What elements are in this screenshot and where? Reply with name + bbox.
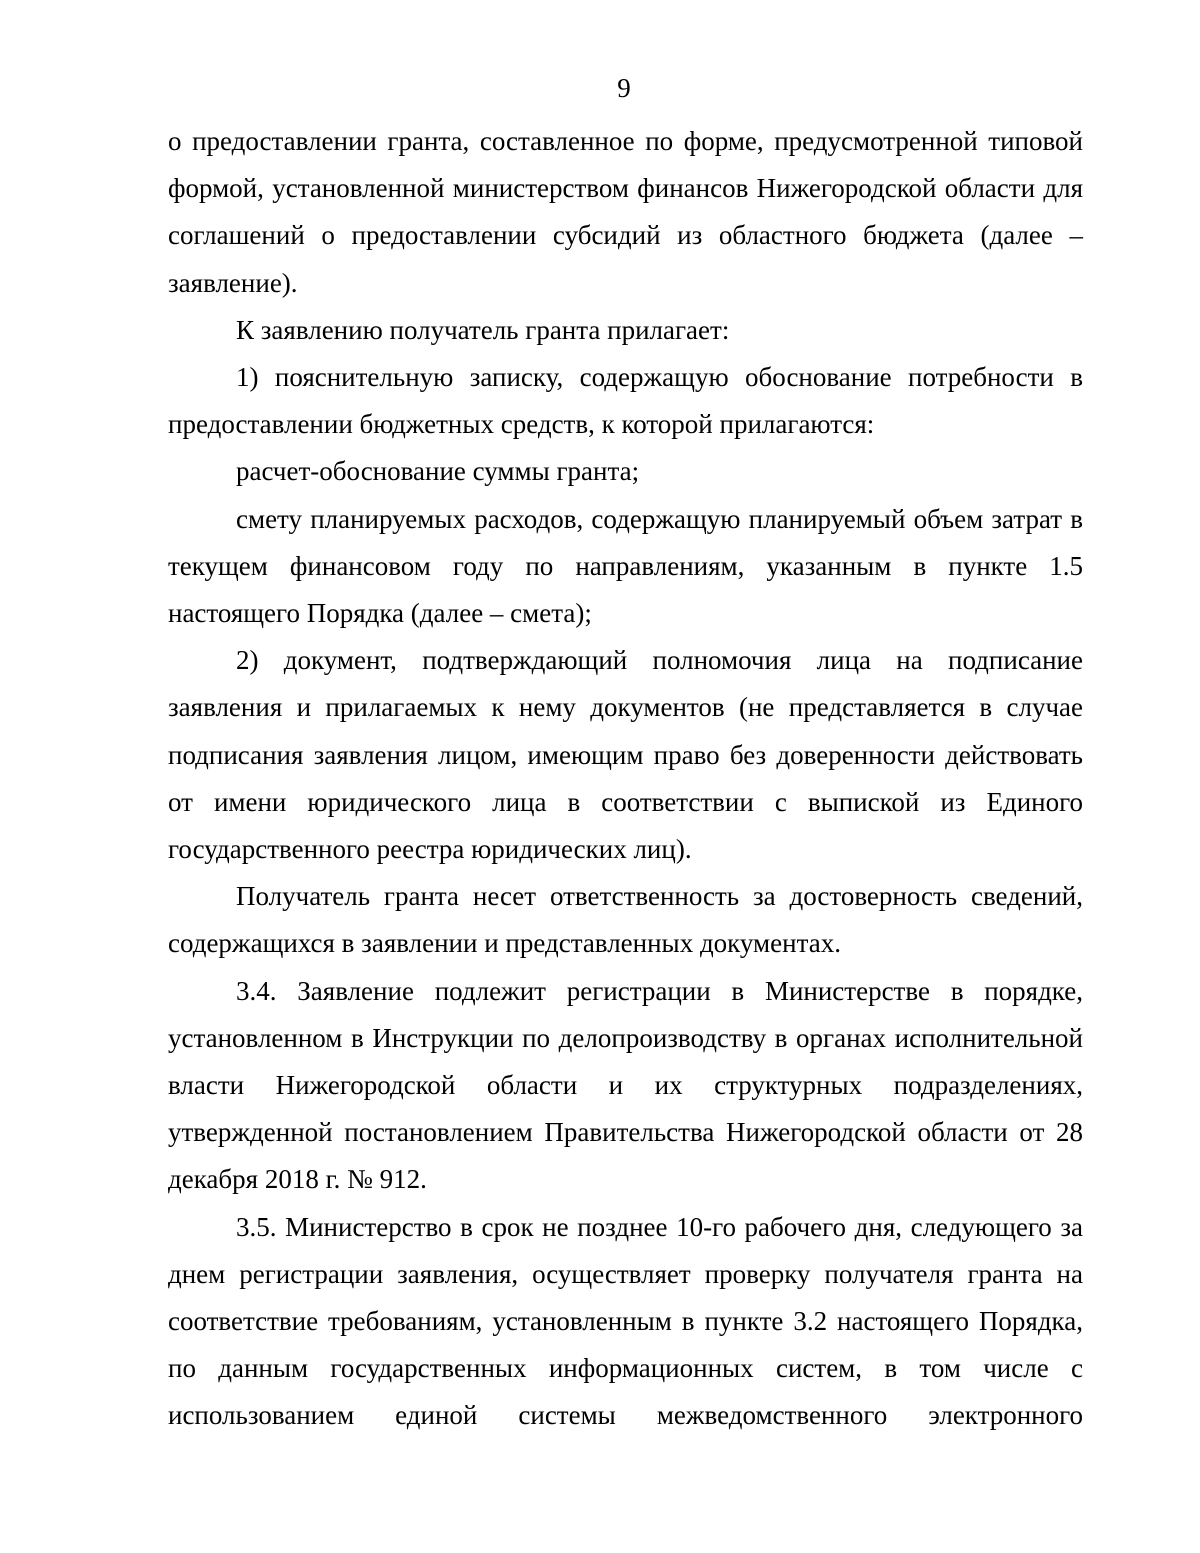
paragraph-grant-calculation: расчет-обоснование суммы гранта;: [236, 456, 640, 487]
paragraph-explanatory-note: 1) пояснительную записку, содержащую обоснование потребности в предоставлении бюджетных средств, к которой прилагаются:: [168, 362, 1083, 440]
paragraph-attachments-intro: К заявлению получатель гранта прилагает:: [236, 314, 730, 345]
paragraph-responsibility: Получатель гранта несет ответственность за достоверность сведений, содержащихся в заявлении и представленных документах.: [168, 881, 1083, 959]
page-number: 9: [617, 73, 631, 103]
paragraph-section-3-4: 3.4. Заявление подлежит регистрации в Министерстве в порядке, установленном в Инструкции по делопроизводству в органах исполнительной власти Нижегородской области и их структурных подразделениях, утвержденной постановлением Правительства Нижегородской области от 28 декабря 2018 г. № 912.: [168, 975, 1083, 1195]
paragraph-expense-estimate: смету планируемых расходов, содержащую планируемый объем затрат в текущем финансовом году по направлениям, указанным в пункте 1.5 настоящего Порядка (далее – смета);: [168, 503, 1083, 629]
paragraph-section-3-5: 3.5. Министерство в срок не позднее 10-го рабочего дня, следующего за днем регистрации заявления, осуществляет проверку получателя гранта на соответствие требованиям, установленным в пункте 3.2 настоящего Порядка, по данным государственных информационных систем, в том числе с использованием единой системы межведомственного электронного: [168, 1211, 1083, 1431]
paragraph-application-form: о предоставлении гранта, составленное по форме, предусмотренной типовой формой, установленной министерством финансов Нижегородской области для соглашений о предоставлении субсидий из областного бюджета (далее – заявление).: [168, 126, 1083, 298]
paragraph-authority-document: 2) документ, подтверждающий полномочия лица на подписание заявления и прилагаемых к нему документов (не представляется в случае подписания заявления лицом, имеющим право без доверенности действовать от имени юридического лица в соответствии с выпиской из Единого государственного реестра юридических лиц).: [168, 645, 1083, 865]
document-body: [168, 118, 1083, 1440]
